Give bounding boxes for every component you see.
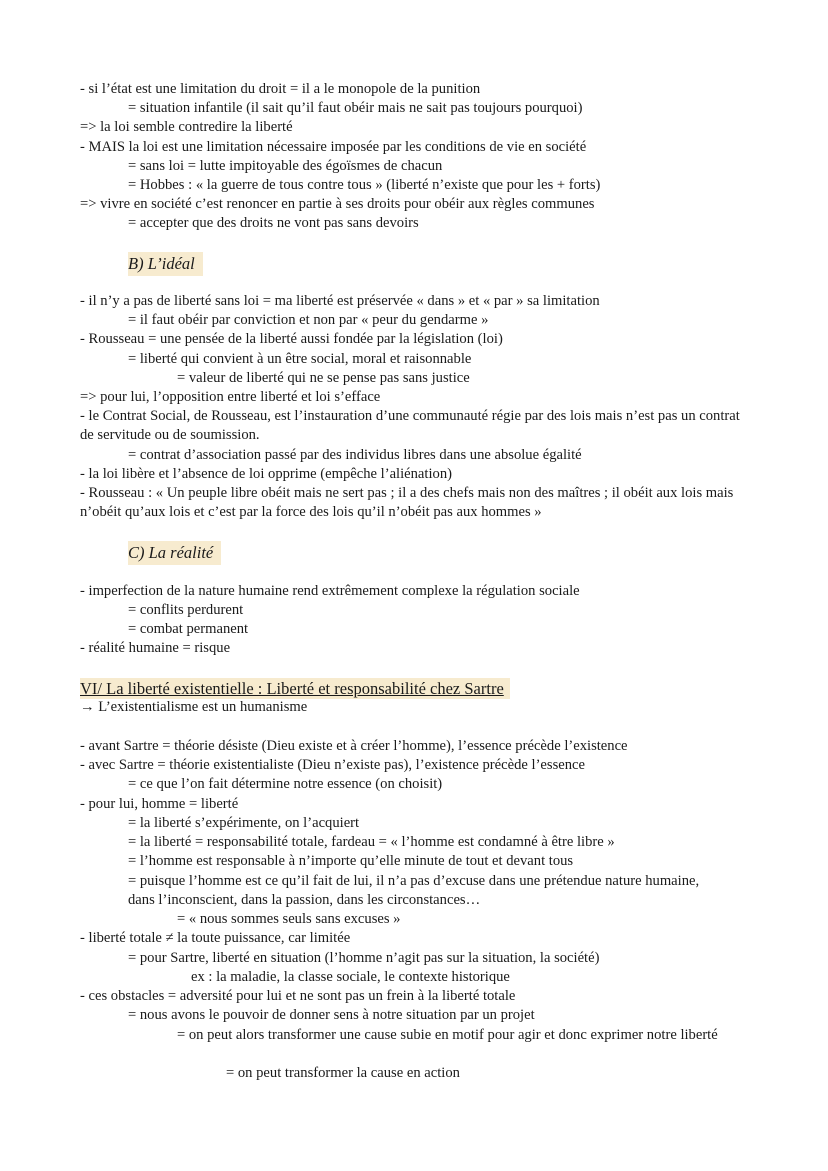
section-subtitle: → L’existentialisme est un humanisme (80, 699, 308, 715)
text-line: = l’homme est responsable à n’importe qu’elle minute de tout et devant tous (128, 853, 574, 869)
subsection-title-ideal: B) L’idéal (128, 252, 203, 276)
text-line: = liberté qui convient à un être social, moral et raisonnable (128, 351, 472, 367)
text-paragraph: = on peut alors transformer une cause subie en motif pour agir et donc exprimer notre liberté (177, 1027, 718, 1043)
text-line: = nous avons le pouvoir de donner sens à notre situation par un projet (128, 1007, 535, 1023)
text-line: ex : la maladie, la classe sociale, le contexte historique (191, 969, 510, 985)
text-line: - réalité humaine = risque (80, 640, 231, 656)
text-paragraph: - Rousseau : « Un peuple libre obéit mais ne sert pas ; il a des chefs mais non des maîtres ; il obéit aux lois mais n’obéit qu’aux lois et c’est par la force des lois qu’il n’obéit pas aux hommes » (80, 485, 734, 520)
text-line: = combat permanent (128, 621, 249, 637)
text-line: = la liberté s’expérimente, on l’acquiert (128, 815, 360, 831)
text-line: = sans loi = lutte impitoyable des égoïsmes de chacun (128, 158, 443, 174)
text-line: - pour lui, homme = liberté (80, 796, 239, 812)
text-line: = la liberté = responsabilité totale, fardeau = « l’homme est condamné à être libre » (128, 834, 615, 850)
text-line: - imperfection de la nature humaine rend extrêmement complexe la régulation sociale (80, 583, 580, 599)
text-line: = ce que l’on fait détermine notre essence (on choisit) (128, 776, 443, 792)
text-line: = Hobbes : « la guerre de tous contre tous » (liberté n’existe que pour les + forts) (128, 177, 601, 193)
section-title-vi: VI/ La liberté existentielle : Liberté et responsabilité chez Sartre (80, 678, 510, 699)
text-line: - ces obstacles = adversité pour lui et ne sont pas un frein à la liberté totale (80, 988, 516, 1004)
text-line: - si l’état est une limitation du droit = il a le monopole de la punition (80, 81, 481, 97)
text-line: = accepter que des droits ne vont pas sans devoirs (128, 215, 419, 231)
text-line: => pour lui, l’opposition entre liberté et loi s’efface (80, 389, 381, 405)
text-line: => vivre en société c’est renoncer en partie à ses droits pour obéir aux règles communes (80, 196, 595, 212)
subsection-title-reality: C) La réalité (128, 541, 221, 565)
text-line: = « nous sommes seuls sans excuses » (177, 911, 401, 927)
text-line: - avant Sartre = théorie désiste (Dieu existe et à créer l’homme), l’essence précède l’existence (80, 738, 628, 754)
text-line: - il n’y a pas de liberté sans loi = ma liberté est préservée « dans » et « par » sa limitation (80, 293, 600, 309)
text-line: = pour Sartre, liberté en situation (l’homme n’agit pas sur la situation, la société) (128, 950, 600, 966)
text-line: = il faut obéir par conviction et non par « peur du gendarme » (128, 312, 489, 328)
text-line: - Rousseau = une pensée de la liberté aussi fondée par la législation (loi) (80, 331, 503, 347)
text-paragraph: = puisque l’homme est ce qu’il fait de lui, il n’a pas d’excuse dans une prétendue nature humaine, dans l’inconscient, dans la passion, dans les circonstances… (128, 873, 700, 908)
text-line: = valeur de liberté qui ne se pense pas sans justice (177, 370, 470, 386)
text-line: - avec Sartre = théorie existentialiste (Dieu n’existe pas), l’existence précède l’essence (80, 757, 585, 773)
text-line: - MAIS la loi est une limitation nécessaire imposée par les conditions de vie en société (80, 139, 587, 155)
text-line: = on peut transformer la cause en action (226, 1065, 460, 1081)
text-paragraph: - le Contrat Social, de Rousseau, est l’instauration d’une communauté régie par des lois mais n’est pas un contrat de servitude ou de soumission. (80, 408, 740, 443)
text-line: - la loi libère et l’absence de loi opprime (empêche l’aliénation) (80, 466, 452, 482)
text-line: - liberté totale ≠ la toute puissance, car limitée (80, 930, 351, 946)
text-line: = contrat d’association passé par des individus libres dans une absolue égalité (128, 447, 582, 463)
text-line: => la loi semble contredire la liberté (80, 119, 293, 135)
text-line: = situation infantile (il sait qu’il faut obéir mais ne sait pas toujours pourquoi) (128, 100, 583, 116)
text-line: = conflits perdurent (128, 602, 244, 618)
